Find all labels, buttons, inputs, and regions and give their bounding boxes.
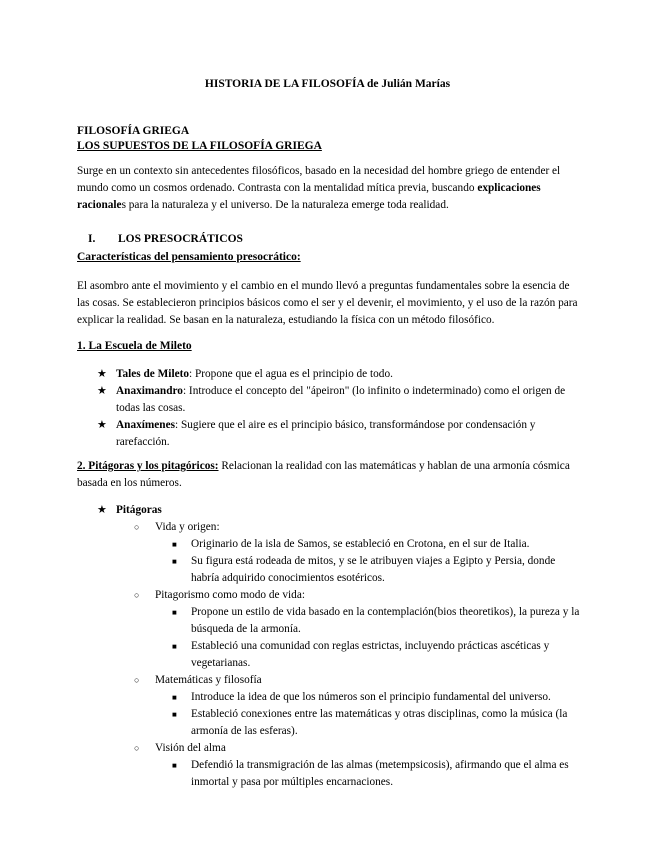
item-text: Su figura está rodeada de mitos, y se le atribuyen viajes a Egipto y Persia, donde habría adquirido conocimientos esotéricos.: [191, 555, 556, 584]
intro-paragraph: [77, 163, 580, 214]
philosopher-desc: : Propone que el agua es el principio de todo.: [189, 368, 393, 380]
heading-1: FILOSOFÍA GRIEGA: [77, 125, 190, 137]
square-bullet-icon: ■: [172, 557, 177, 566]
characteristics-heading: Características del pensamiento presocrático:: [77, 251, 301, 263]
characteristics-text: El asombro ante el movimiento y el cambio en el mundo llevó a preguntas fundamentales sobre la esencia de las cosas. Se establecieron principios básicos como el ser y el devenir, el movimiento, y el uso de la razón para explicar la realidad. Se basan en la naturaleza, estudiando la física con un método filosófico.: [77, 280, 578, 326]
heading-filosofia-griega: [77, 124, 322, 154]
list-item: [77, 553, 580, 587]
square-bullet-icon: ■: [172, 642, 177, 651]
star-bullet-icon: ★: [97, 368, 107, 380]
list-item: [77, 417, 580, 451]
square-bullet-icon: ■: [172, 710, 177, 719]
square-bullet-icon: ■: [172, 608, 177, 617]
circle-bullet-icon: ○: [134, 590, 140, 600]
list-item: [77, 519, 580, 536]
item-text: Introduce la idea de que los números son el principio fundamental del universo.: [191, 691, 551, 703]
pythagoras-heading: 2. Pitágoras y los pitagóricos:: [77, 460, 219, 472]
miletus-heading: 1. La Escuela de Mileto: [77, 340, 192, 352]
intro-text-1: Surge en un contexto sin antecedentes filosóficos, basado en la necesidad del hombre griego de entender el mundo como un cosmos ordenado. Contrasta con la mentalidad mítica previa, buscando: [77, 165, 561, 194]
item-text: Defendió la transmigración de las almas (metempsicosis), afirmando que el alma es inmortal y pasa por múltiples encarnaciones.: [191, 759, 569, 788]
star-bullet-icon: ★: [97, 504, 107, 516]
pythagoras-heading-rest: Relacionan la realidad con las matemáticas y hablan de una armonía cósmica basada en los números.: [77, 460, 570, 489]
list-item: [77, 740, 580, 757]
item-text: Propone un estilo de vida basado en la contemplación(bios theoretikos), la pureza y la búsqueda de la armonía.: [191, 606, 580, 635]
list-item: [77, 536, 580, 553]
list-item: [77, 604, 580, 638]
heading-2: LOS SUPUESTOS DE LA FILOSOFÍA GRIEGA: [77, 140, 322, 152]
group-label: Pitagorismo como modo de vida:: [155, 589, 305, 601]
list-item: [77, 638, 580, 672]
philosopher-name: Anaxímenes: [116, 419, 175, 431]
square-bullet-icon: ■: [172, 761, 177, 770]
pythagoras-intro: [77, 458, 580, 492]
philosopher-name: Tales de Mileto: [116, 368, 190, 380]
item-text: Estableció conexiones entre las matemáticas y otras disciplinas, como la música (la armonía de las esferas).: [191, 708, 568, 737]
item-text: Estableció una comunidad con reglas estrictas, incluyendo prácticas ascéticas y vegetarianas.: [191, 640, 550, 669]
list-item: [77, 502, 580, 519]
group-label: Visión del alma: [155, 742, 226, 754]
group-label: Matemáticas y filosofía: [155, 674, 262, 686]
miletus-list: [77, 366, 580, 451]
intro-bold: explicaciones racionale: [77, 182, 541, 211]
document-title: HISTORIA DE LA FILOSOFÍA de Julián Marías: [204, 78, 451, 90]
list-item: [77, 366, 580, 383]
group-label: Vida y origen:: [155, 521, 220, 533]
item-text: Originario de la isla de Samos, se estableció en Crotona, en el sur de Italia.: [191, 538, 530, 550]
list-item: [77, 383, 580, 417]
square-bullet-icon: ■: [172, 693, 177, 702]
section-title: LOS PRESOCRÁTICOS: [118, 233, 243, 245]
list-item: [77, 672, 580, 689]
section-heading-presocraticos: [88, 231, 243, 248]
philosopher-name: Anaximandro: [116, 385, 183, 397]
circle-bullet-icon: ○: [134, 522, 140, 532]
star-bullet-icon: ★: [97, 419, 107, 431]
philosopher-desc: : Sugiere que el aire es el principio básico, transformándose por condensación y rarefacción.: [116, 419, 536, 448]
list-item: [77, 757, 580, 791]
pythagoras-star-list: [77, 502, 580, 519]
pythagoras-list: [77, 502, 580, 791]
philosopher-desc: : Introduce el concepto del "ápeiron" (lo infinito o indeterminado) como el origen de todas las cosas.: [116, 385, 566, 414]
characteristics-paragraph: [77, 278, 580, 329]
list-item: [77, 587, 580, 604]
list-item: [77, 689, 580, 706]
star-bullet-icon: ★: [97, 385, 107, 397]
circle-bullet-icon: ○: [134, 743, 140, 753]
pythagoras-name: Pitágoras: [116, 504, 162, 516]
square-bullet-icon: ■: [172, 540, 177, 549]
list-item: [77, 706, 580, 740]
miletus-list-container: [77, 366, 580, 451]
circle-bullet-icon: ○: [134, 675, 140, 685]
intro-text-2: s para la naturaleza y el universo. De la naturaleza emerge toda realidad.: [121, 199, 449, 211]
section-numeral: I.: [88, 233, 96, 245]
